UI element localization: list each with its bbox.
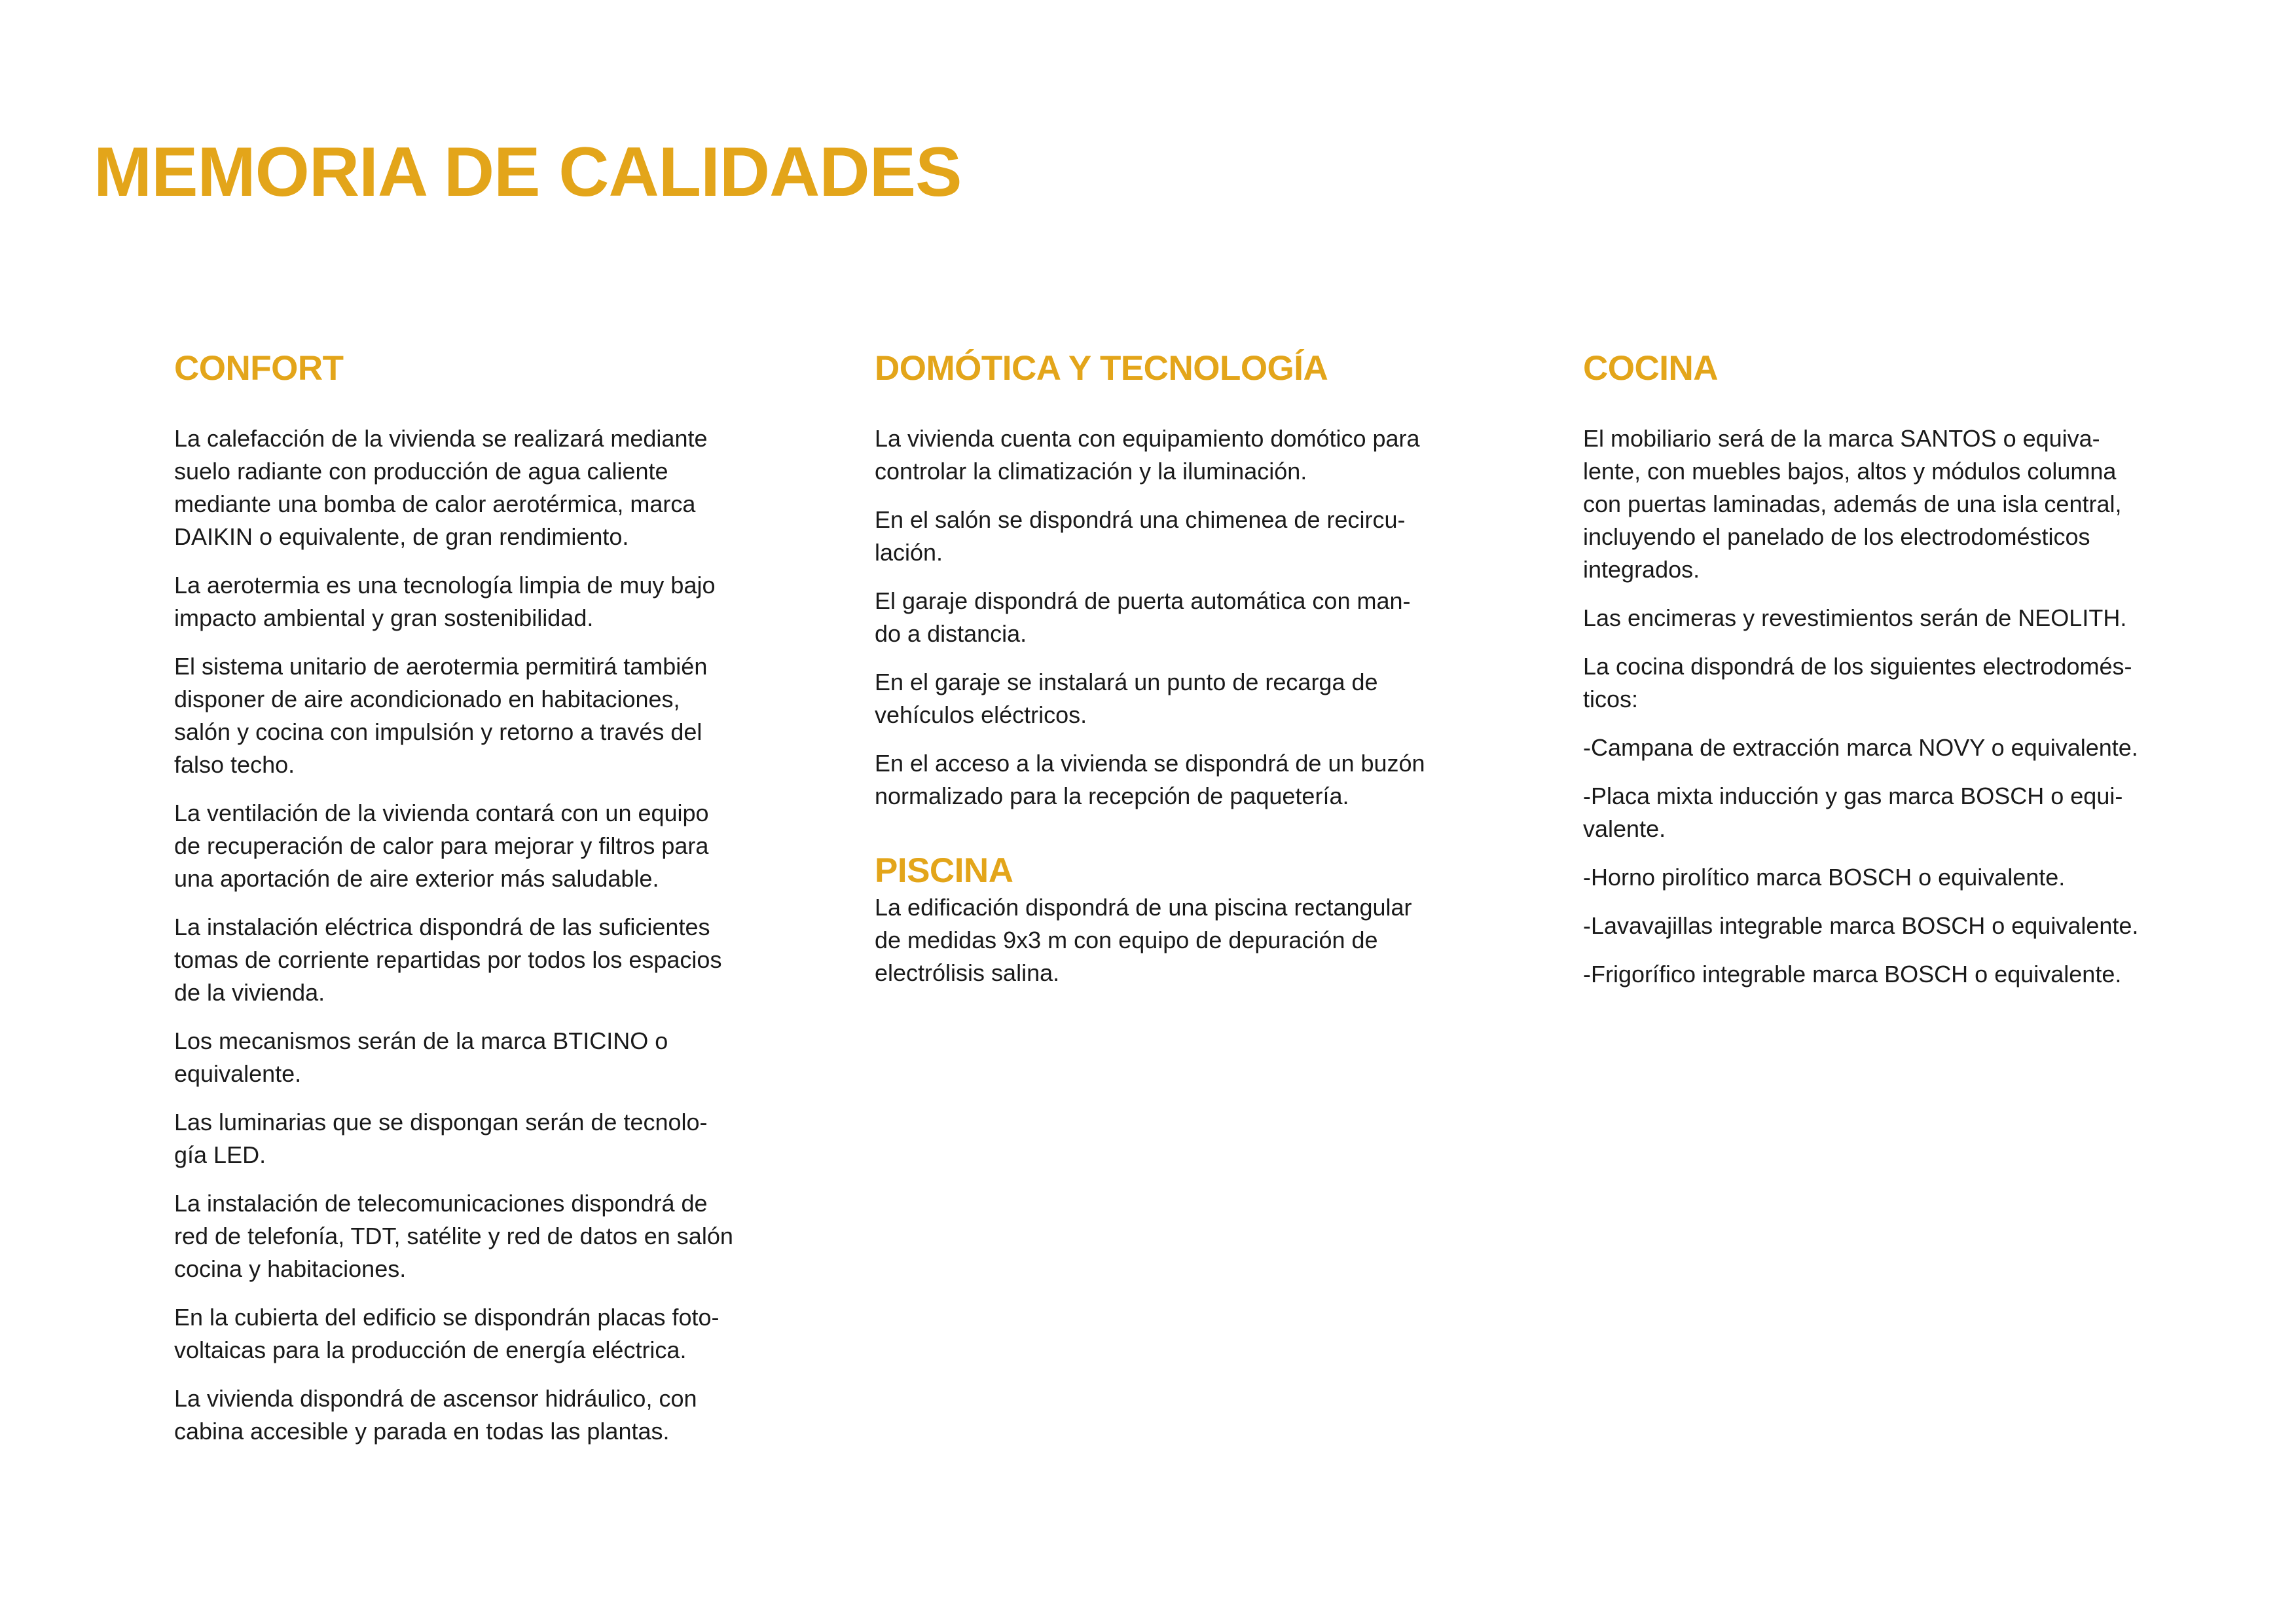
domotica-paragraph: En el salón se dispondrá una chimenea de recircu- lación.: [875, 506, 1406, 566]
cocina-paragraph: -Lavavajillas integrable marca BOSCH o equivalente.: [1583, 912, 2139, 939]
cocina-paragraphs: [1583, 422, 2172, 991]
confort-paragraph: La ventilación de la vivienda contará con un equipo de recuperación de calor para mejorar y filtros para una aportación de aire exterior más saludable.: [174, 800, 709, 892]
domotica-paragraph: En el garaje se instalará un punto de recarga de vehículos eléctricos.: [875, 669, 1378, 728]
cocina-paragraph: La cocina dispondrá de los siguientes electrodomés- ticos:: [1583, 653, 2132, 712]
section-confort: [174, 348, 750, 1464]
domotica-paragraph: La vivienda cuenta con equipamiento domótico para controlar la climatización y la iluminación.: [875, 425, 1420, 485]
cocina-paragraph: -Campana de extracción marca NOVY o equivalente.: [1583, 734, 2138, 761]
cocina-paragraph: Las encimeras y revestimientos serán de NEOLITH.: [1583, 604, 2127, 631]
confort-paragraph: Las luminarias que se dispongan serán de tecnolo- gía LED.: [174, 1109, 708, 1168]
section-title-cocina: COCINA: [1583, 349, 1719, 388]
confort-paragraph: La calefacción de la vivienda se realizará mediante suelo radiante con producción de agua caliente mediante una bomba de calor aerotérmica, marca DAIKIN o equivalente, de gran rendimiento.: [174, 425, 708, 550]
cocina-paragraph: -Frigorífico integrable marca BOSCH o equivalente.: [1583, 961, 2122, 987]
confort-paragraph: La vivienda dispondrá de ascensor hidráulico, con cabina accesible y parada en todas las plantas.: [174, 1385, 697, 1445]
domotica-paragraphs: [875, 422, 1464, 813]
confort-paragraph: En la cubierta del edificio se dispondrán placas foto- voltaicas para la producción de energía eléctrica.: [174, 1304, 720, 1363]
confort-paragraph: La instalación eléctrica dispondrá de las suficientes tomas de corriente repartidas por todos los espacios de la vivienda.: [174, 913, 722, 1006]
cocina-paragraph: -Horno pirolítico marca BOSCH o equivalente.: [1583, 864, 2066, 891]
confort-paragraph: Los mecanismos serán de la marca BTICINO o equivalente.: [174, 1027, 668, 1087]
section-title-domotica: DOMÓTICA Y TECNOLOGÍA: [875, 349, 1328, 388]
section-title-confort: CONFORT: [174, 349, 344, 388]
piscina-paragraphs: [875, 891, 1464, 989]
domotica-paragraph: En el acceso a la vivienda se dispondrá de un buzón normalizado para la recepción de paquetería.: [875, 750, 1425, 809]
page-title: MEMORIA DE CALIDADES: [94, 132, 962, 211]
section-domotica: [875, 348, 1464, 1005]
section-cocina: [1583, 348, 2172, 1006]
section-title-piscina: PISCINA: [875, 851, 1013, 890]
confort-paragraph: La instalación de telecomunicaciones dispondrá de red de telefonía, TDT, satélite y red de datos en salón cocina y habitaciones.: [174, 1190, 733, 1282]
piscina-paragraph: La edificación dispondrá de una piscina rectangular de medidas 9x3 m con equipo de depuración de electrólisis salina.: [875, 894, 1412, 986]
confort-paragraphs: [174, 422, 750, 1448]
domotica-paragraph: El garaje dispondrá de puerta automática con man- do a distancia.: [875, 587, 1411, 647]
cocina-paragraph: El mobiliario será de la marca SANTOS o equiva- lente, con muebles bajos, altos y módulos columna con puertas laminadas, además de una isla central, incluyendo el panelado de los electrodomésticos integrados.: [1583, 425, 2122, 583]
confort-paragraph: El sistema unitario de aerotermia permitirá también disponer de aire acondicionado en habitaciones, salón y cocina con impulsión y retorno a través del falso techo.: [174, 653, 708, 778]
cocina-paragraph: -Placa mixta inducción y gas marca BOSCH o equi- valente.: [1583, 783, 2123, 842]
confort-paragraph: La aerotermia es una tecnología limpia de muy bajo impacto ambiental y gran sostenibilidad.: [174, 572, 716, 631]
